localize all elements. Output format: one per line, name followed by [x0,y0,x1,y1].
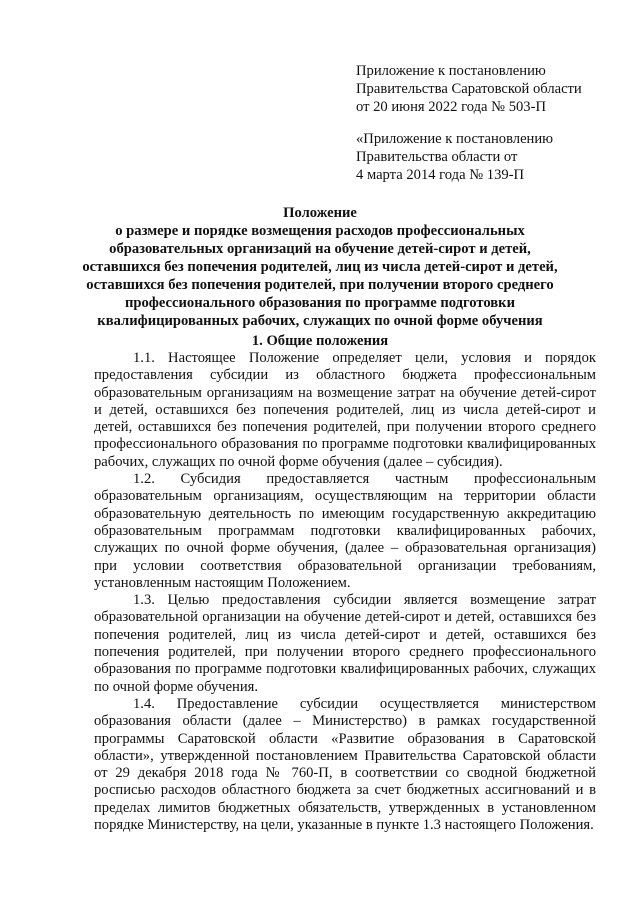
appendix-line: «Приложение к постановлению [356,131,554,147]
title-line: Положение [283,205,357,221]
section-body [94,350,596,834]
title-line: оставшихся без попечения родителей, при получении второго среднего [86,277,554,293]
paragraph-1-2: 1.2. Субсидия предоставляется частным профессиональным образовательным организациям, осуществляющим на территории области образовательную деятельность по имеющим государственную аккредитацию образовательным программам подготовки квалифицированных рабочих, служащих по очной форме обучения, (далее – образовательная организация) при условии соответствия образовательной организации требованиям, установленным настоящим Положением. [94,471,596,591]
title-line: о размере и порядке возмещения расходов профессиональных [115,223,525,239]
title-line: образовательных организаций на обучение детей-сирот и детей, [109,241,531,257]
document-title [40,204,600,330]
appendix-line: Правительства области от [356,149,518,165]
paragraph-1-3: 1.3. Целью предоставления субсидии является возмещение затрат образовательной организации на обучение детей-сирот и детей, оставшихся без попечения родителей, лиц из числа детей-сирот и детей, оставшихся без попечения родителей, при получении второго среднего профессионального образования по программе подготовки квалифицированных рабочих, служащих по очной форме обучения. [94,592,596,695]
appendix-line: Приложение к постановлению [356,63,546,79]
appendix-line: Правительства Саратовской области [356,81,582,97]
appendix-line: от 20 июня 2022 года № 503-П [356,99,547,115]
title-line: квалифицированных рабочих, служащих по очной форме обучения [97,313,543,329]
appendix-block-current [356,62,626,116]
appendix-header [356,62,626,198]
title-line: оставшихся без попечения родителей, лиц из числа детей-сирот и детей, [82,259,558,275]
paragraph-1-1: 1.1. Настоящее Положение определяет цели, условия и порядок предоставления субсидии из областного бюджета профессиональным образовательным организациям на возмещение затрат на обучение детей-сирот и детей, оставшихся без попечения родителей, лиц из числа детей-сирот и детей, оставшихся без попечения родителей, при получении второго среднего профессионального образования по программе подготовки квалифицированных рабочих, служащих по очной форме обучения (далее – субсидия). [94,350,596,470]
appendix-line: 4 марта 2014 года № 139-П [356,167,525,183]
title-line: профессионального образования по программе подготовки [124,295,515,311]
appendix-block-original [356,130,626,184]
section-heading: 1. Общие положения [251,333,389,349]
paragraph-1-4: 1.4. Предоставление субсидии осуществляется министерством образования области (далее – Министерство) в рамках государственной программы Саратовской области «Развитие образования в Саратовской области», утвержденной постановлением Правительства Саратовской области от 29 декабря 2018 года № 760-П, в соответствии со сводной бюджетной росписью расходов областного бюджета за счет бюджетных ассигнований и в пределах лимитов бюджетных обязательств, утвержденных в установленном порядке Министерству, на цели, указанные в пункте 1.3 настоящего Положения. [94,695,596,834]
